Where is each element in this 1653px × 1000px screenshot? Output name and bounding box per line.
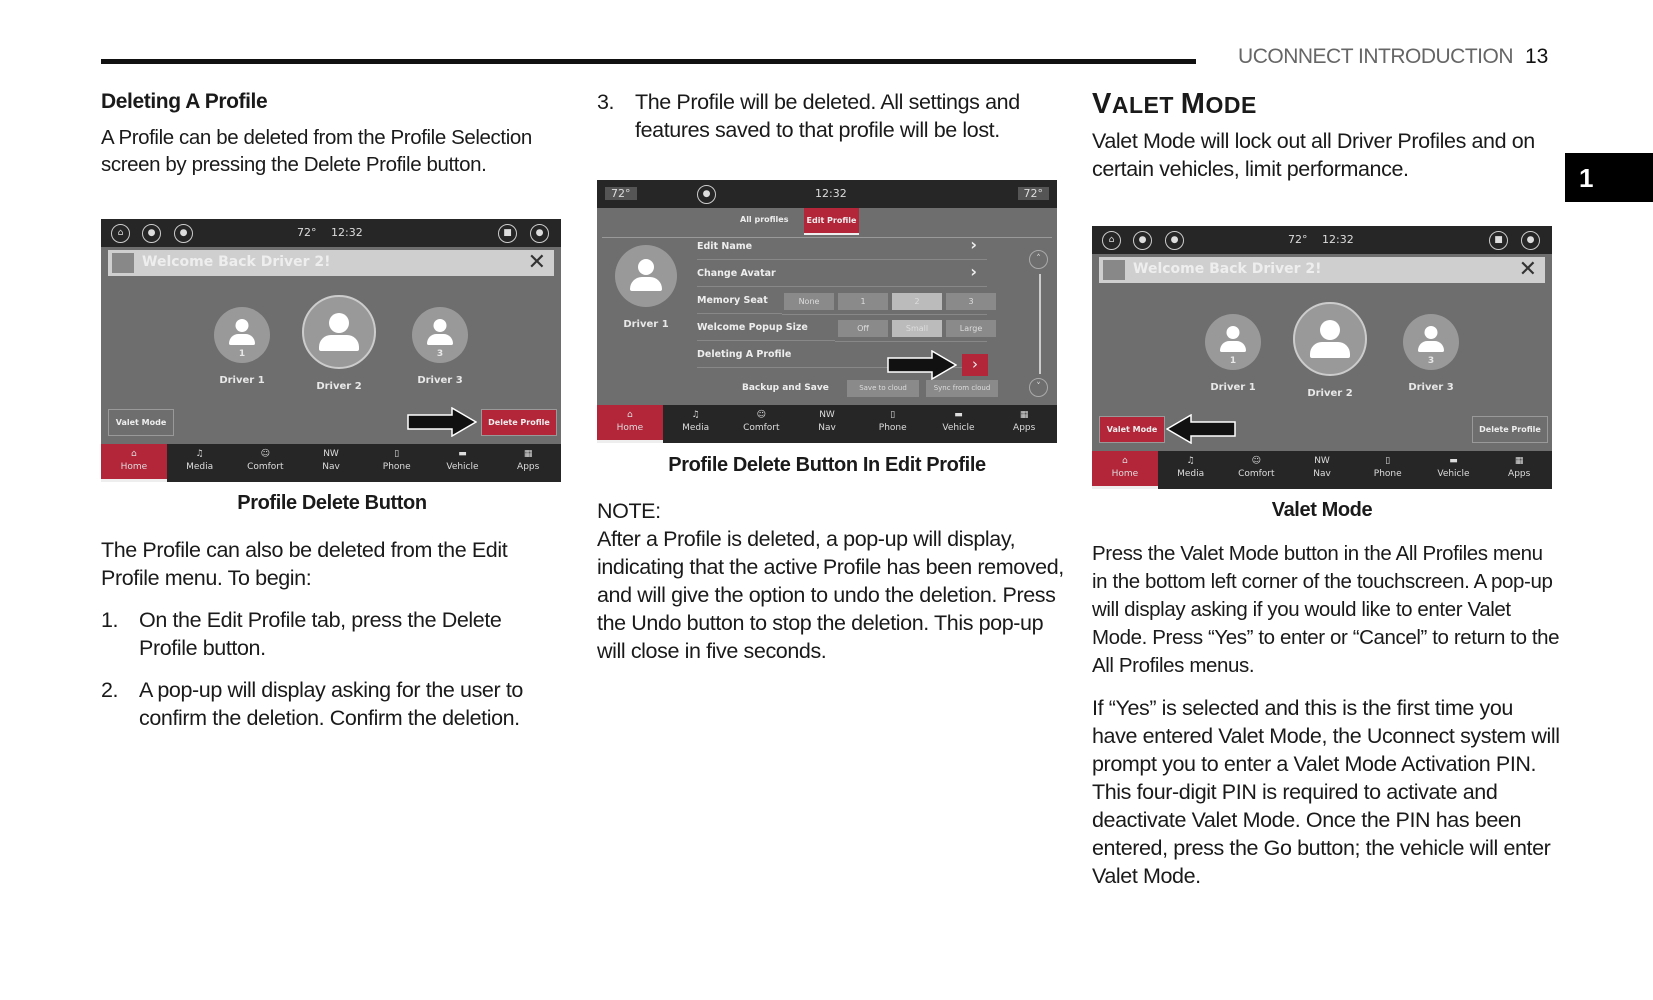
intro-text: Valet Mode will lock out all Driver Profiles and on certain vehicles, limit performance. [1092,129,1535,181]
figure-caption: Valet Mode [1271,499,1373,521]
home-icon: ⌂ [627,410,633,420]
memory-1: 1 [838,293,888,310]
nav-label: Comfort [1238,469,1275,479]
seat-number: 1 [238,349,246,359]
bottom-nav [597,405,1057,443]
nav-label: Comfort [743,423,780,433]
nav-label: Phone [878,423,907,433]
nav-apps [1486,451,1552,489]
edit-name-row: Edit Name › [697,233,987,260]
welcome-text: Welcome Back Driver 2! [142,254,331,270]
nav-label: Phone [1373,469,1402,479]
list-item: 3. The Profile will be deleted. All settings and features saved to that profile will be lost. [597,90,1020,142]
change-avatar-row: Change Avatar › [697,260,987,287]
valet-screen-image [1092,226,1552,489]
nav-icon: NW [1314,456,1330,466]
delete-profile-row: Deleting A Profile [697,341,987,368]
driver-3: 3 Driver 3 [1402,314,1460,393]
comfort-icon: ☺ [756,410,766,420]
scroll-down-icon: ˅ [1029,378,1048,397]
nav-comfort [1223,451,1289,489]
nav-label: Nav [818,423,836,433]
header-rule [101,59,1196,64]
nav-vehicle [430,444,496,482]
popup-small: Small [892,320,942,337]
comfort-icon: ☺ [1251,456,1261,466]
nav-phone [364,444,430,482]
chapter-tab: 1 [1565,153,1653,202]
avatar-icon [1103,260,1125,280]
phone-icon: ▯ [1385,456,1391,466]
home-icon: ⌂ [111,224,130,243]
nav-label: Comfort [247,462,284,472]
profile-screen-image [101,219,561,482]
backup-label: Backup and Save [742,383,829,393]
nav-label: Nav [1313,469,1331,479]
memory-3: 3 [946,293,996,310]
tab-edit-profile: Edit Profile [804,208,859,235]
nav-label: Home [1111,469,1139,479]
bell-icon: ● [697,185,716,204]
camera-icon: ■ [498,224,517,243]
apps-icon: ▦ [523,449,533,459]
phone-icon: ▯ [394,449,400,459]
home-icon: ⌂ [1122,456,1128,466]
nav-label: Media [186,462,214,472]
nav-label: Media [682,423,710,433]
paragraph: If “Yes” is selected and this is the first time you have entered Valet Mode, the Uconnect system will prompt you to enter a Valet Mode Activation PIN. This four-digit PIN is required to activate and deactivate Valet Mode. Once the PIN has been entered, press the Go button; the vehicle will enter Valet Mode. [1092,696,1560,888]
tab-all-profiles: All profiles [740,215,789,224]
delete-profile-button: Delete Profile [1472,416,1548,443]
comfort-icon: ☺ [260,449,270,459]
home-icon: ⌂ [1102,231,1121,250]
clock: 12:32 [815,187,847,200]
arrow-right-icon [407,407,477,437]
seat-number: 1 [1229,356,1237,366]
clock: 12:32 [331,226,363,239]
bottom-nav [101,444,561,482]
popup-off: Off [838,320,888,337]
nav-nav [794,405,860,443]
edit-profile-screen-image [597,180,1057,443]
scroll-up-icon: ˄ [1029,250,1048,269]
nav-media [663,405,729,443]
status-bar [1092,226,1552,254]
driver-2: Driver 2 [1292,302,1368,399]
driver-1: 1 Driver 1 [1204,314,1262,393]
note-text: After a Profile is deleted, a pop-up will display, indicating that the active Profile has been removed, and will give the option to undo the deletion. Press the Undo button to stop the deletion. This pop-up will close in five seconds. [597,527,1064,663]
nav-comfort [728,405,794,443]
nav-label: Apps [517,462,540,472]
temperature: 72° [605,187,637,200]
arrow-right-icon [887,350,957,380]
temperature: 72° [1288,233,1308,246]
section-heading: VALET MODE [1092,88,1257,120]
sync-from-cloud: Sync from cloud [926,380,998,397]
profile-icon: ● [1133,231,1152,250]
nav-phone [860,405,926,443]
popup-large: Large [946,320,996,337]
apps-icon: ▦ [1514,456,1524,466]
nav-label: Media [1177,469,1205,479]
nav-media [167,444,233,482]
temperature: 72° [297,226,317,239]
driver-2: Driver 2 [301,295,377,392]
welcome-banner [108,250,554,276]
nav-label: Nav [322,462,340,472]
memory-seat-row: Memory Seat [697,287,782,314]
seat-number: 3 [436,349,444,359]
driver-1: 1 Driver 1 [213,307,271,386]
temperature: 72° [1018,187,1050,200]
vehicle-icon: ▬ [1449,456,1458,466]
media-icon: ♫ [195,449,204,459]
valet-mode-button: Valet Mode [108,409,174,436]
home-icon: ⌂ [131,449,137,459]
nav-home [101,444,167,482]
phone-icon: ▯ [890,410,896,420]
valet-mode-button: Valet Mode [1099,416,1165,443]
popup-size-row: Welcome Popup Size [697,314,835,341]
intro-text: A Profile can be deleted from the Profile Selection screen by pressing the Delete Profile button. [101,126,532,176]
close-icon[interactable]: ✕ [1518,257,1537,282]
nav-label: Apps [1508,469,1531,479]
nav-vehicle [1421,451,1487,489]
bottom-nav [1092,451,1552,489]
nav-label: Phone [382,462,411,472]
arrow-left-icon [1166,414,1236,444]
nav-media [1158,451,1224,489]
delete-profile-chevron: › [962,354,988,376]
nav-nav [298,444,364,482]
status-bar [597,180,1057,208]
nav-label: Vehicle [446,462,479,472]
media-icon: ♫ [1186,456,1195,466]
nav-label: Vehicle [1437,469,1470,479]
microphone-icon: ● [530,224,549,243]
vehicle-icon: ▬ [954,410,963,420]
avatar-icon [112,253,134,273]
seat-number: 3 [1427,356,1435,366]
nav-label: Apps [1013,423,1036,433]
figure-caption: Profile Delete Button [237,492,427,514]
figure-caption: Profile Delete Button In Edit Profile [668,454,986,476]
driver-avatar: Driver 1 [615,245,677,330]
microphone-icon: ● [1521,231,1540,250]
bell-icon: ● [174,224,193,243]
bell-icon: ● [1165,231,1184,250]
nav-nav [1289,451,1355,489]
memory-none: None [784,293,834,310]
welcome-text: Welcome Back Driver 2! [1133,261,1322,277]
section-heading: Deleting A Profile [101,90,268,113]
page-number: 13 [1525,45,1549,68]
delete-profile-button: Delete Profile [481,409,557,436]
profile-icon: ● [142,224,161,243]
paragraph: Press the Valet Mode button in the All Profiles menu in the bottom left corner of the touchscreen. A pop-up will display asking if you would like to enter Valet Mode. Press “Yes” to enter or “Cancel” to return to the All Profiles menus. [1092,542,1560,677]
nav-apps [991,405,1057,443]
list-item: 2. A pop-up will display asking for the user to confirm the deletion. Confirm the deletion. [101,678,523,730]
close-icon[interactable]: ✕ [527,250,546,275]
nav-label: Vehicle [942,423,975,433]
driver-3: 3 Driver 3 [411,307,469,386]
paragraph: The Profile can also be deleted from the Edit Profile menu. To begin: [101,538,508,590]
nav-home [597,405,663,443]
nav-comfort [232,444,298,482]
nav-apps [495,444,561,482]
nav-icon: NW [819,410,835,420]
list-item: 1. On the Edit Profile tab, press the Delete Profile button. [101,608,502,660]
apps-icon: ▦ [1019,410,1029,420]
nav-label: Home [616,423,644,433]
nav-icon: NW [323,449,339,459]
clock: 12:32 [1322,233,1354,246]
camera-icon: ■ [1489,231,1508,250]
vehicle-icon: ▬ [458,449,467,459]
save-to-cloud: Save to cloud [847,380,919,397]
section-title: UCONNECT INTRODUCTION [1238,45,1513,68]
status-bar [101,219,561,247]
memory-2: 2 [892,293,942,310]
welcome-banner [1099,257,1545,283]
nav-home [1092,451,1158,489]
nav-label: Home [120,462,148,472]
note-label: NOTE: [597,499,661,523]
media-icon: ♫ [691,410,700,420]
nav-vehicle [926,405,992,443]
nav-phone [1355,451,1421,489]
